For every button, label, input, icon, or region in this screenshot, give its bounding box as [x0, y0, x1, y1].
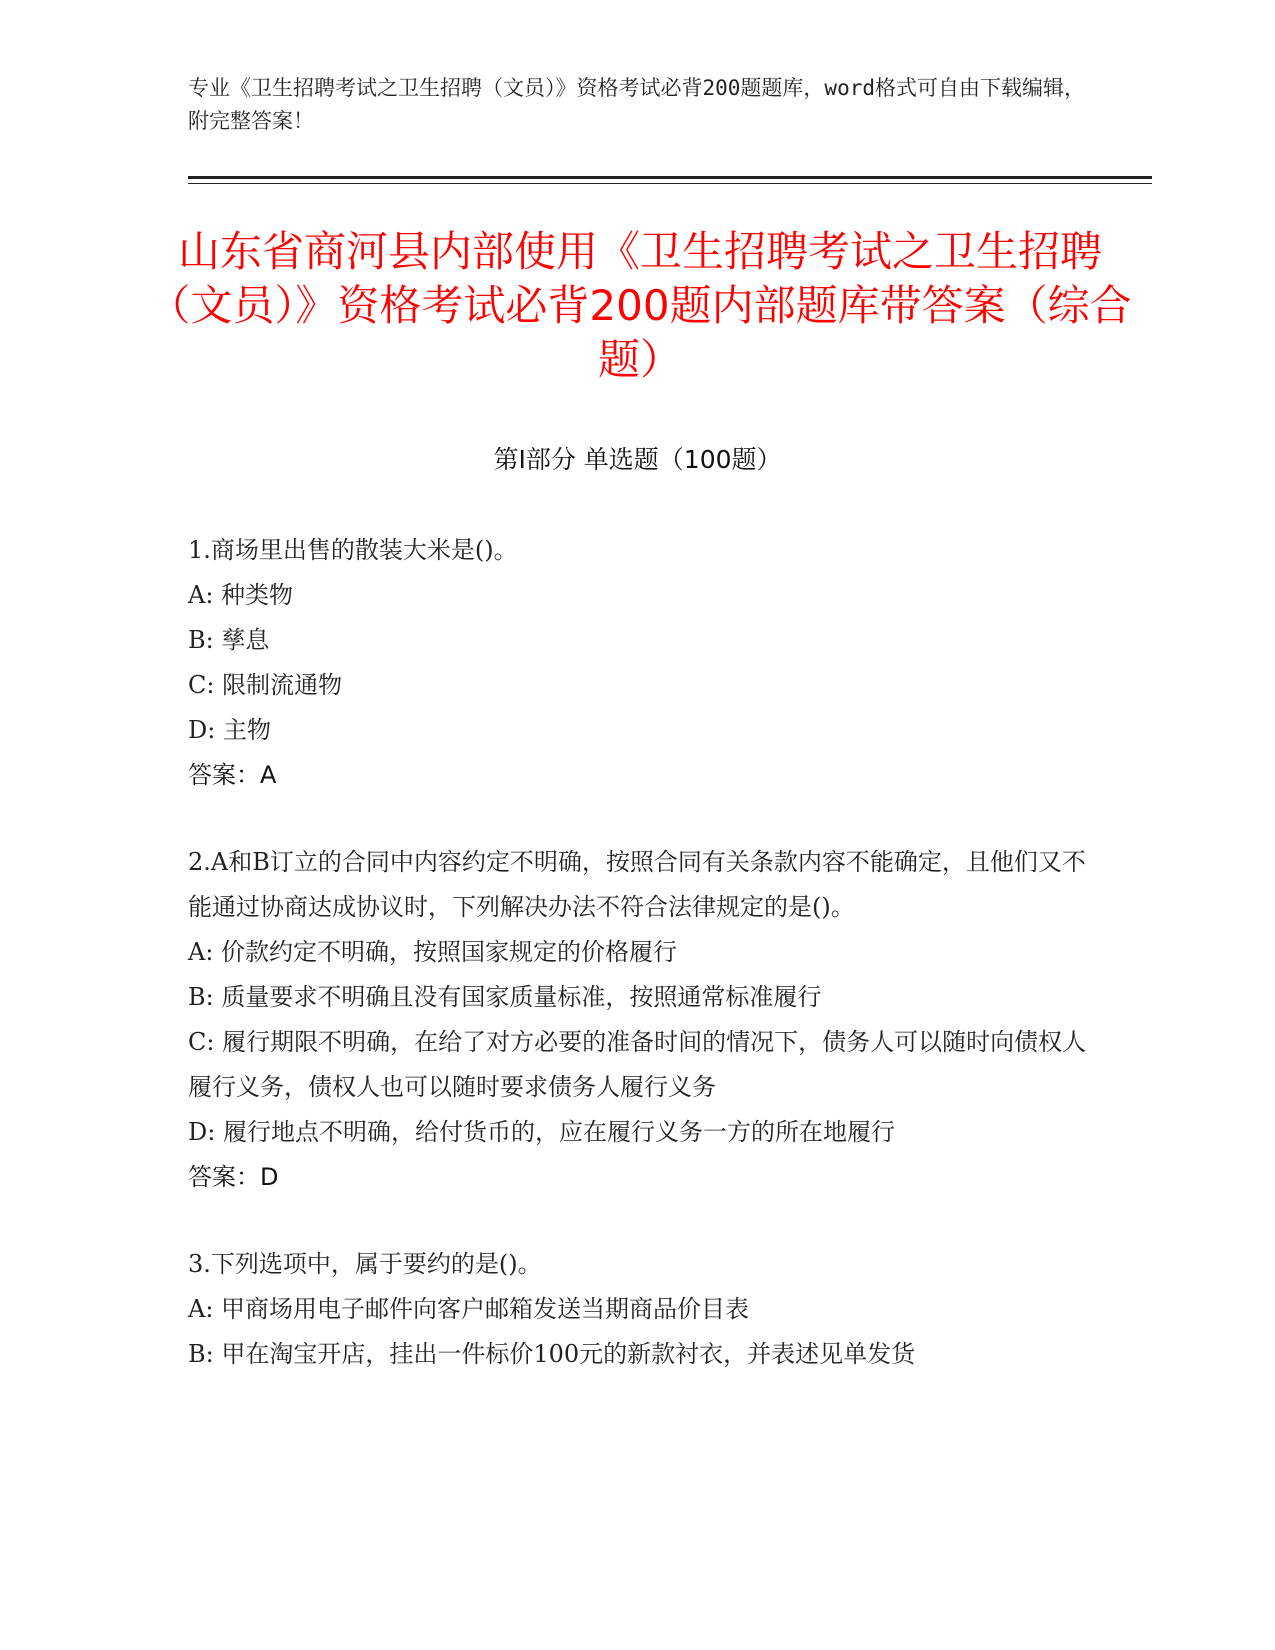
option-b: B: 甲在淘宝开店，挂出一件标价100元的新款衬衣，并表述见单发货: [188, 1340, 916, 1368]
question-1: [188, 528, 1088, 798]
document-title: 山东省商河县内部使用《卫生招聘考试之卫生招聘（文员）》资格考试必背200题内部题库带答案（综合题）: [148, 227, 1132, 384]
question-stem: 3.下列选项中，属于要约的是()。: [188, 1250, 542, 1278]
option-b: B: 孳息: [188, 626, 270, 654]
option-a: A: 种类物: [188, 581, 294, 609]
question-list: [188, 528, 1088, 1419]
option-a: A: 价款约定不明确，按照国家规定的价格履行: [188, 938, 678, 966]
option-a: A: 甲商场用电子邮件向客户邮箱发送当期商品价目表: [188, 1295, 750, 1323]
answer: 答案：D: [188, 1163, 279, 1191]
option-c: C: 履行期限不明确，在给了对方必要的准备时间的情况下，债务人可以随时向债权人履行义务，债权人也可以随时要求债务人履行义务: [188, 1028, 1087, 1101]
option-d: D: 主物: [188, 716, 271, 744]
section-title: 第I部分 单选题（100题）: [493, 445, 782, 474]
question-3: [188, 1242, 1088, 1377]
option-c: C: 限制流通物: [188, 671, 343, 699]
header-note: 专业《卫生招聘考试之卫生招聘（文员）》资格考试必背200题题库，word格式可自由下载编辑，附完整答案！: [188, 76, 1085, 133]
header-divider-thick: [188, 176, 1152, 179]
question-stem: 2.A和B订立的合同中内容约定不明确，按照合同有关条款内容不能确定，且他们又不能通过协商达成协议时，下列解决办法不符合法律规定的是()。: [188, 848, 1086, 921]
option-d: D: 履行地点不明确，给付货币的，应在履行义务一方的所在地履行: [188, 1118, 895, 1146]
option-b: B: 质量要求不明确且没有国家质量标准，按照通常标准履行: [188, 983, 822, 1011]
answer: 答案：A: [188, 761, 277, 789]
question-stem: 1.商场里出售的散装大米是()。: [188, 536, 518, 564]
question-2: [188, 840, 1088, 1200]
header-divider-thin: [188, 183, 1152, 184]
